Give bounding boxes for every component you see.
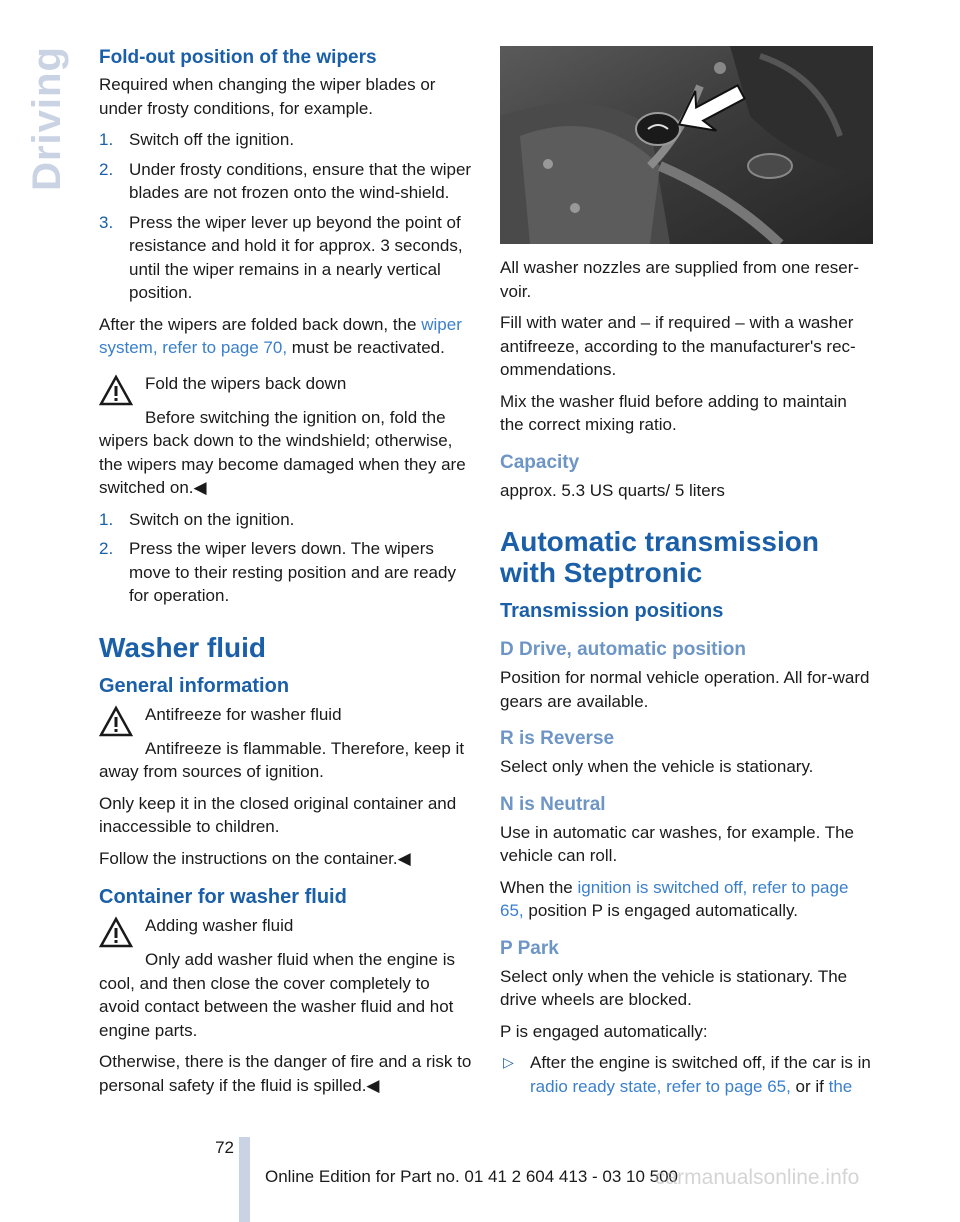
warning-body: Before switching the ignition on, fold the wipers back down to the windshield; otherwise, the wipers may become damaged when they are switched on.◀ — [99, 407, 466, 497]
park-text: Select only when the vehicle is stationary. The drive wheels are blocked. — [500, 966, 848, 1009]
reactivate-paragraph — [99, 313, 473, 360]
keep-container-text: Only keep it in the closed original container and inaccessible to children. — [99, 793, 457, 836]
step-item — [99, 158, 473, 205]
automatic-transmission-heading: Automatic transmission with Steptronic — [500, 526, 819, 588]
bullet-text-mid: or if — [790, 1076, 829, 1096]
nozzles-text: All washer nozzles are supplied from one reser-voir. — [500, 258, 860, 301]
step-text: Switch off the ignition. — [129, 130, 295, 149]
warning-triangle-icon — [99, 705, 133, 739]
chapter-label: Driving — [24, 45, 69, 191]
neutral-text: Use in automatic car washes, for example. The vehicle can roll. — [500, 822, 855, 865]
capacity-heading: Capacity — [500, 451, 580, 473]
step-number: 2. — [99, 159, 114, 179]
warning-body: Only add washer fluid when the engine is cool, and then close the cover completely to avoid contact between the washer fluid and hot engine parts. — [99, 950, 455, 1040]
fill-text: Fill with water and – if required – with a washer antifreeze, according to the manufacturer's rec-ommendations. — [500, 313, 856, 379]
chapter-side-tab — [22, 45, 72, 191]
unfold-steps — [99, 508, 473, 608]
park-bullet-list — [500, 1051, 873, 1098]
step-number: 3. — [99, 212, 114, 232]
foldout-steps — [99, 128, 473, 305]
page-number: 72 — [215, 1138, 234, 1157]
washer-reservoir-photo — [500, 46, 873, 244]
step-number: 2. — [99, 539, 114, 558]
park-auto-text: P is engaged automatically: — [500, 1021, 708, 1041]
neutral-ignition-post: position P is engaged automatically. — [523, 901, 799, 920]
footer-bar — [239, 1137, 250, 1222]
neutral-ignition-paragraph — [500, 876, 873, 923]
edition-text: Online Edition for Part no. 01 41 2 604 413 - 03 10 500 — [265, 1167, 679, 1186]
triangle-bullet-icon: ▷ — [503, 1054, 514, 1070]
warning-title: Fold the wipers back down — [145, 373, 347, 393]
reactivate-text-post: must be reactivated. — [287, 338, 445, 357]
step-item — [99, 537, 473, 608]
step-item — [99, 508, 473, 532]
drive-text: Position for normal vehicle operation. All for-ward gears are available. — [500, 668, 870, 711]
reverse-text: Select only when the vehicle is stationary. — [500, 757, 814, 776]
radio-ready-link[interactable]: radio ready state, refer to page 65, — [530, 1076, 791, 1096]
warning-title: Adding washer fluid — [145, 916, 294, 935]
mix-text: Mix the washer fluid before adding to maintain the correct mixing ratio. — [500, 391, 847, 434]
right-column — [500, 46, 873, 1098]
warning-block-adding — [99, 914, 473, 1042]
step-text: Under frosty conditions, ensure that the wiper blades are not frozen onto the wind-shield. — [129, 159, 472, 202]
step-text: Switch on the ignition. — [129, 509, 295, 529]
park-heading: P Park — [500, 937, 559, 959]
list-item — [500, 1051, 873, 1098]
step-text: Press the wiper levers down. The wipers move to their resting position and are ready for operation. — [129, 539, 456, 605]
ignition-link[interactable]: ignition is switched off, refer to page 65, — [500, 877, 849, 920]
warning-block-antifreeze — [99, 703, 473, 784]
watermark: carmanualsonline.info — [655, 1166, 860, 1189]
warning-body: Antifreeze is flammable. Therefore, keep it away from sources of ignition. — [99, 738, 465, 781]
foldout-heading: Fold-out position of the wipers — [99, 47, 377, 68]
transmission-positions-heading: Transmission positions — [500, 600, 724, 622]
general-info-heading: General information — [99, 674, 290, 697]
step-number: 1. — [99, 509, 114, 529]
continued-link[interactable]: the — [828, 1076, 853, 1096]
foldout-intro: Required when changing the wiper blades or under frosty conditions, for example. — [99, 75, 436, 118]
danger-text: Otherwise, there is the danger of fire and a risk to personal safety if the fluid is spilled.◀ — [99, 1052, 472, 1095]
drive-heading: D Drive, automatic position — [500, 639, 746, 660]
warning-triangle-icon — [99, 916, 133, 950]
step-item — [99, 211, 473, 305]
reactivate-text-pre: After the wipers are folded back down, the — [99, 314, 422, 334]
warning-block-fold — [99, 372, 473, 500]
reverse-heading: R is Reverse — [500, 728, 615, 749]
container-heading: Container for washer fluid — [99, 886, 347, 908]
capacity-text: approx. 5.3 US quarts/ 5 liters — [500, 480, 725, 500]
step-number: 1. — [99, 130, 114, 149]
follow-instructions-text: Follow the instructions on the container.◀ — [99, 848, 411, 868]
neutral-ignition-pre: When the — [500, 877, 578, 897]
washer-fluid-heading: Washer fluid — [99, 631, 266, 663]
neutral-heading: N is Neutral — [500, 793, 606, 815]
warning-triangle-icon — [99, 374, 133, 408]
step-text: Press the wiper lever up beyond the point of resistance and hold it for approx. 3 seconds, until the wiper remains in a nearly vertical position. — [129, 212, 463, 302]
step-item — [99, 128, 473, 152]
left-column — [99, 46, 473, 1105]
bullet-text-pre: After the engine is switched off, if the car is in — [530, 1053, 871, 1072]
wiper-system-link[interactable]: wiper system, refer to page 70, — [99, 314, 462, 357]
warning-title: Antifreeze for washer fluid — [145, 704, 342, 724]
